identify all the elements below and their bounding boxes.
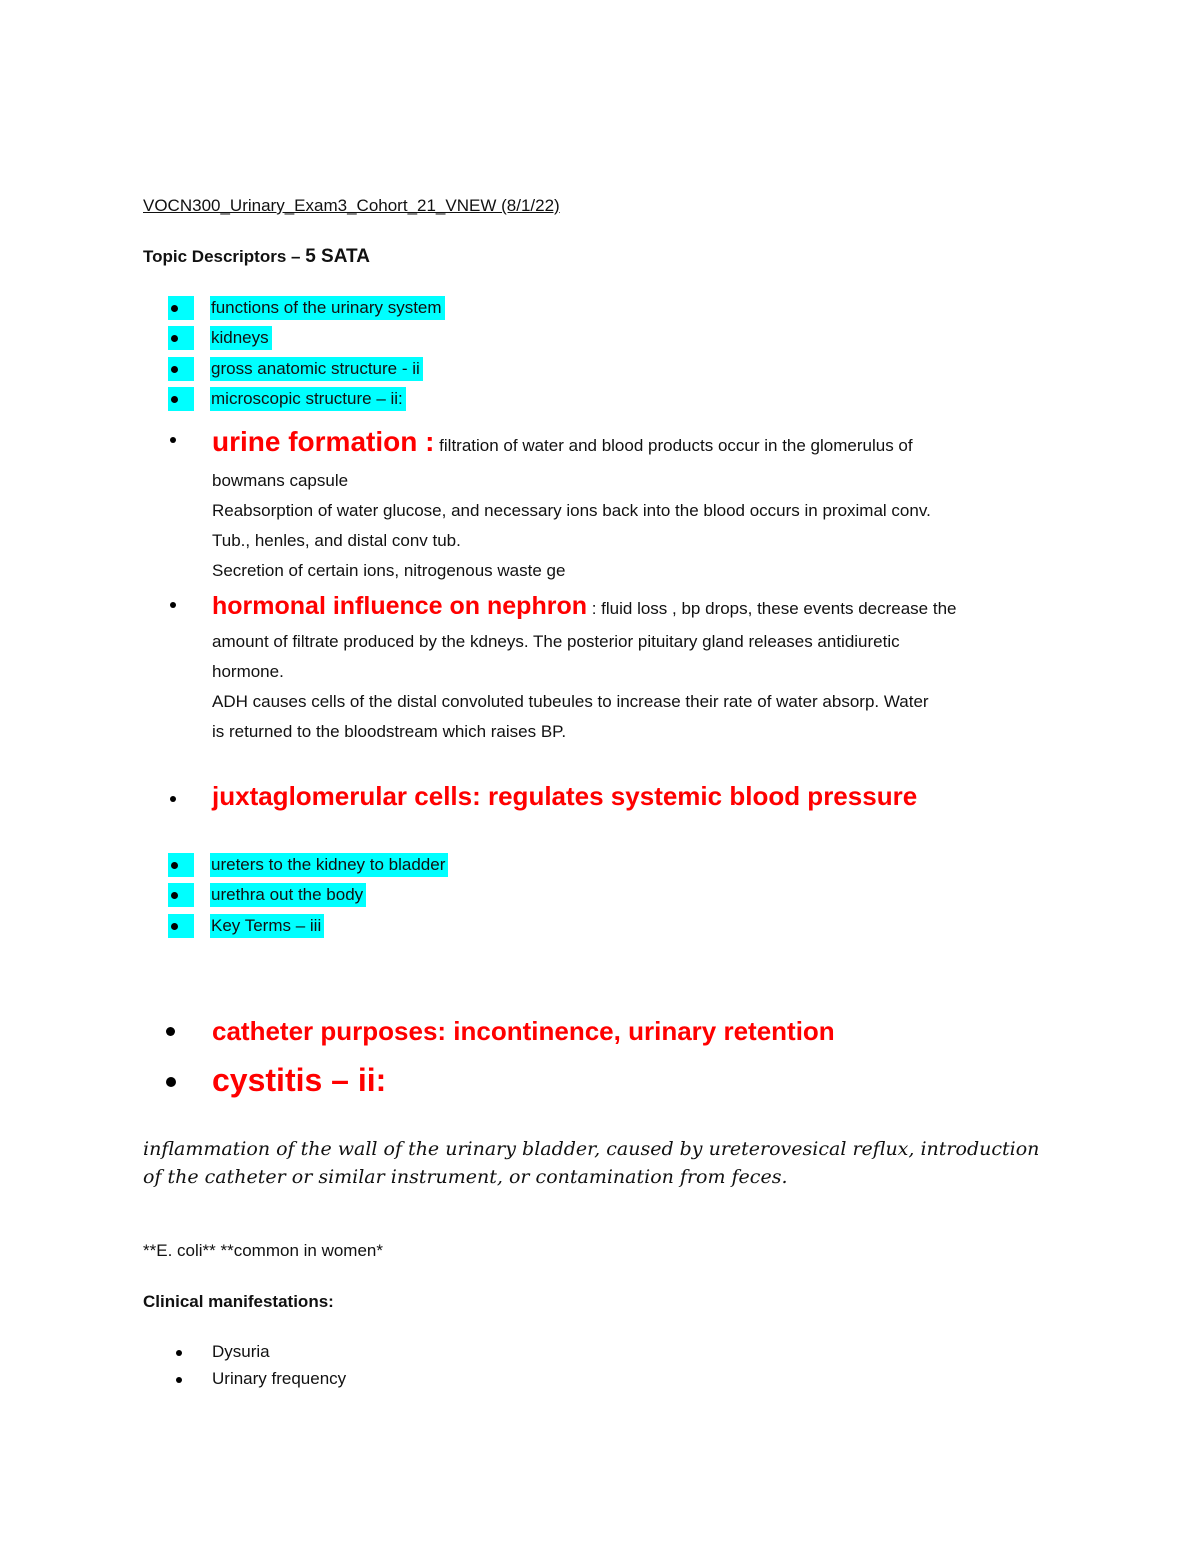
urine-formation-text: filtration of water and blood products occur in the glomerulus of bbox=[434, 436, 913, 455]
clinical-manifestations-heading: Clinical manifestations: bbox=[143, 1292, 334, 1311]
urine-formation-section bbox=[212, 422, 1072, 586]
cystitis-definition-line: inflammation of the wall of the urinary bladder, caused by ureterovesical reflux, introduction bbox=[143, 1138, 1040, 1160]
bullet-icon bbox=[170, 796, 176, 802]
bullet-icon bbox=[170, 602, 176, 608]
list-item-text: gross anatomic structure - ii bbox=[210, 357, 423, 381]
bullet-icon bbox=[168, 883, 194, 907]
bullet-icon bbox=[168, 387, 194, 411]
hormonal-line: hormone. bbox=[212, 662, 284, 681]
juxtaglomerular-heading: juxtaglomerular cells: regulates systemic blood pressure bbox=[212, 781, 918, 811]
list-item-text: Key Terms – iii bbox=[210, 914, 324, 938]
bullet-icon bbox=[166, 1077, 176, 1087]
bullet-icon bbox=[168, 853, 194, 877]
bullet-icon bbox=[168, 357, 194, 381]
bullet-icon bbox=[170, 437, 176, 443]
list-item-text: urethra out the body bbox=[210, 883, 366, 907]
topic-descriptors-heading bbox=[143, 246, 370, 268]
urine-formation-line: Tub., henles, and distal conv tub. bbox=[212, 531, 461, 550]
list-item: Urinary frequency bbox=[212, 1369, 347, 1388]
urine-formation-line: bowmans capsule bbox=[212, 471, 349, 490]
bullet-icon bbox=[168, 326, 194, 350]
bullet-icon bbox=[166, 1027, 175, 1036]
hormonal-text: : fluid loss , bp drops, these events decrease the bbox=[587, 599, 957, 618]
hormonal-heading: hormonal influence on nephron bbox=[212, 592, 587, 620]
urine-formation-line: Secretion of certain ions, nitrogenous waste ge bbox=[212, 561, 566, 580]
ecoli-note: **E. coli** **common in women* bbox=[143, 1241, 383, 1260]
urine-formation-line: Reabsorption of water glucose, and necessary ions back into the blood occurs in proximal conv. bbox=[212, 501, 931, 520]
bullet-icon bbox=[176, 1377, 182, 1383]
hormonal-line: ADH causes cells of the distal convoluted tubeules to increase their rate of water absorp. Water bbox=[212, 692, 929, 711]
hormonal-line: amount of filtrate produced by the kdneys. The posterior pituitary gland releases antidiuretic bbox=[212, 632, 900, 651]
hormonal-section bbox=[212, 588, 1072, 747]
urine-formation-heading: urine formation : bbox=[212, 426, 435, 457]
hormonal-line: is returned to the bloodstream which raises BP. bbox=[212, 722, 567, 741]
document-title: VOCN300_Urinary_Exam3_Cohort_21_VNEW (8/1/22) bbox=[143, 196, 560, 215]
cystitis-definition bbox=[143, 1135, 1039, 1191]
bullet-icon bbox=[168, 914, 194, 938]
topic-count: 5 SATA bbox=[305, 246, 370, 267]
list-item: Dysuria bbox=[212, 1342, 270, 1361]
topic-label: Topic Descriptors – bbox=[143, 247, 306, 266]
list-item-text: kidneys bbox=[210, 326, 272, 350]
list-item-text: ureters to the kidney to bladder bbox=[210, 853, 448, 877]
list-item-text: functions of the urinary system bbox=[210, 296, 445, 320]
list-item-text: microscopic structure – ii: bbox=[210, 387, 406, 411]
catheter-heading: catheter purposes: incontinence, urinary retention bbox=[212, 1016, 835, 1046]
bullet-icon bbox=[168, 296, 194, 320]
cystitis-heading: cystitis – ii: bbox=[212, 1062, 387, 1098]
cystitis-definition-line: of the catheter or similar instrument, or contamination from feces. bbox=[143, 1166, 788, 1188]
bullet-icon bbox=[176, 1350, 182, 1356]
